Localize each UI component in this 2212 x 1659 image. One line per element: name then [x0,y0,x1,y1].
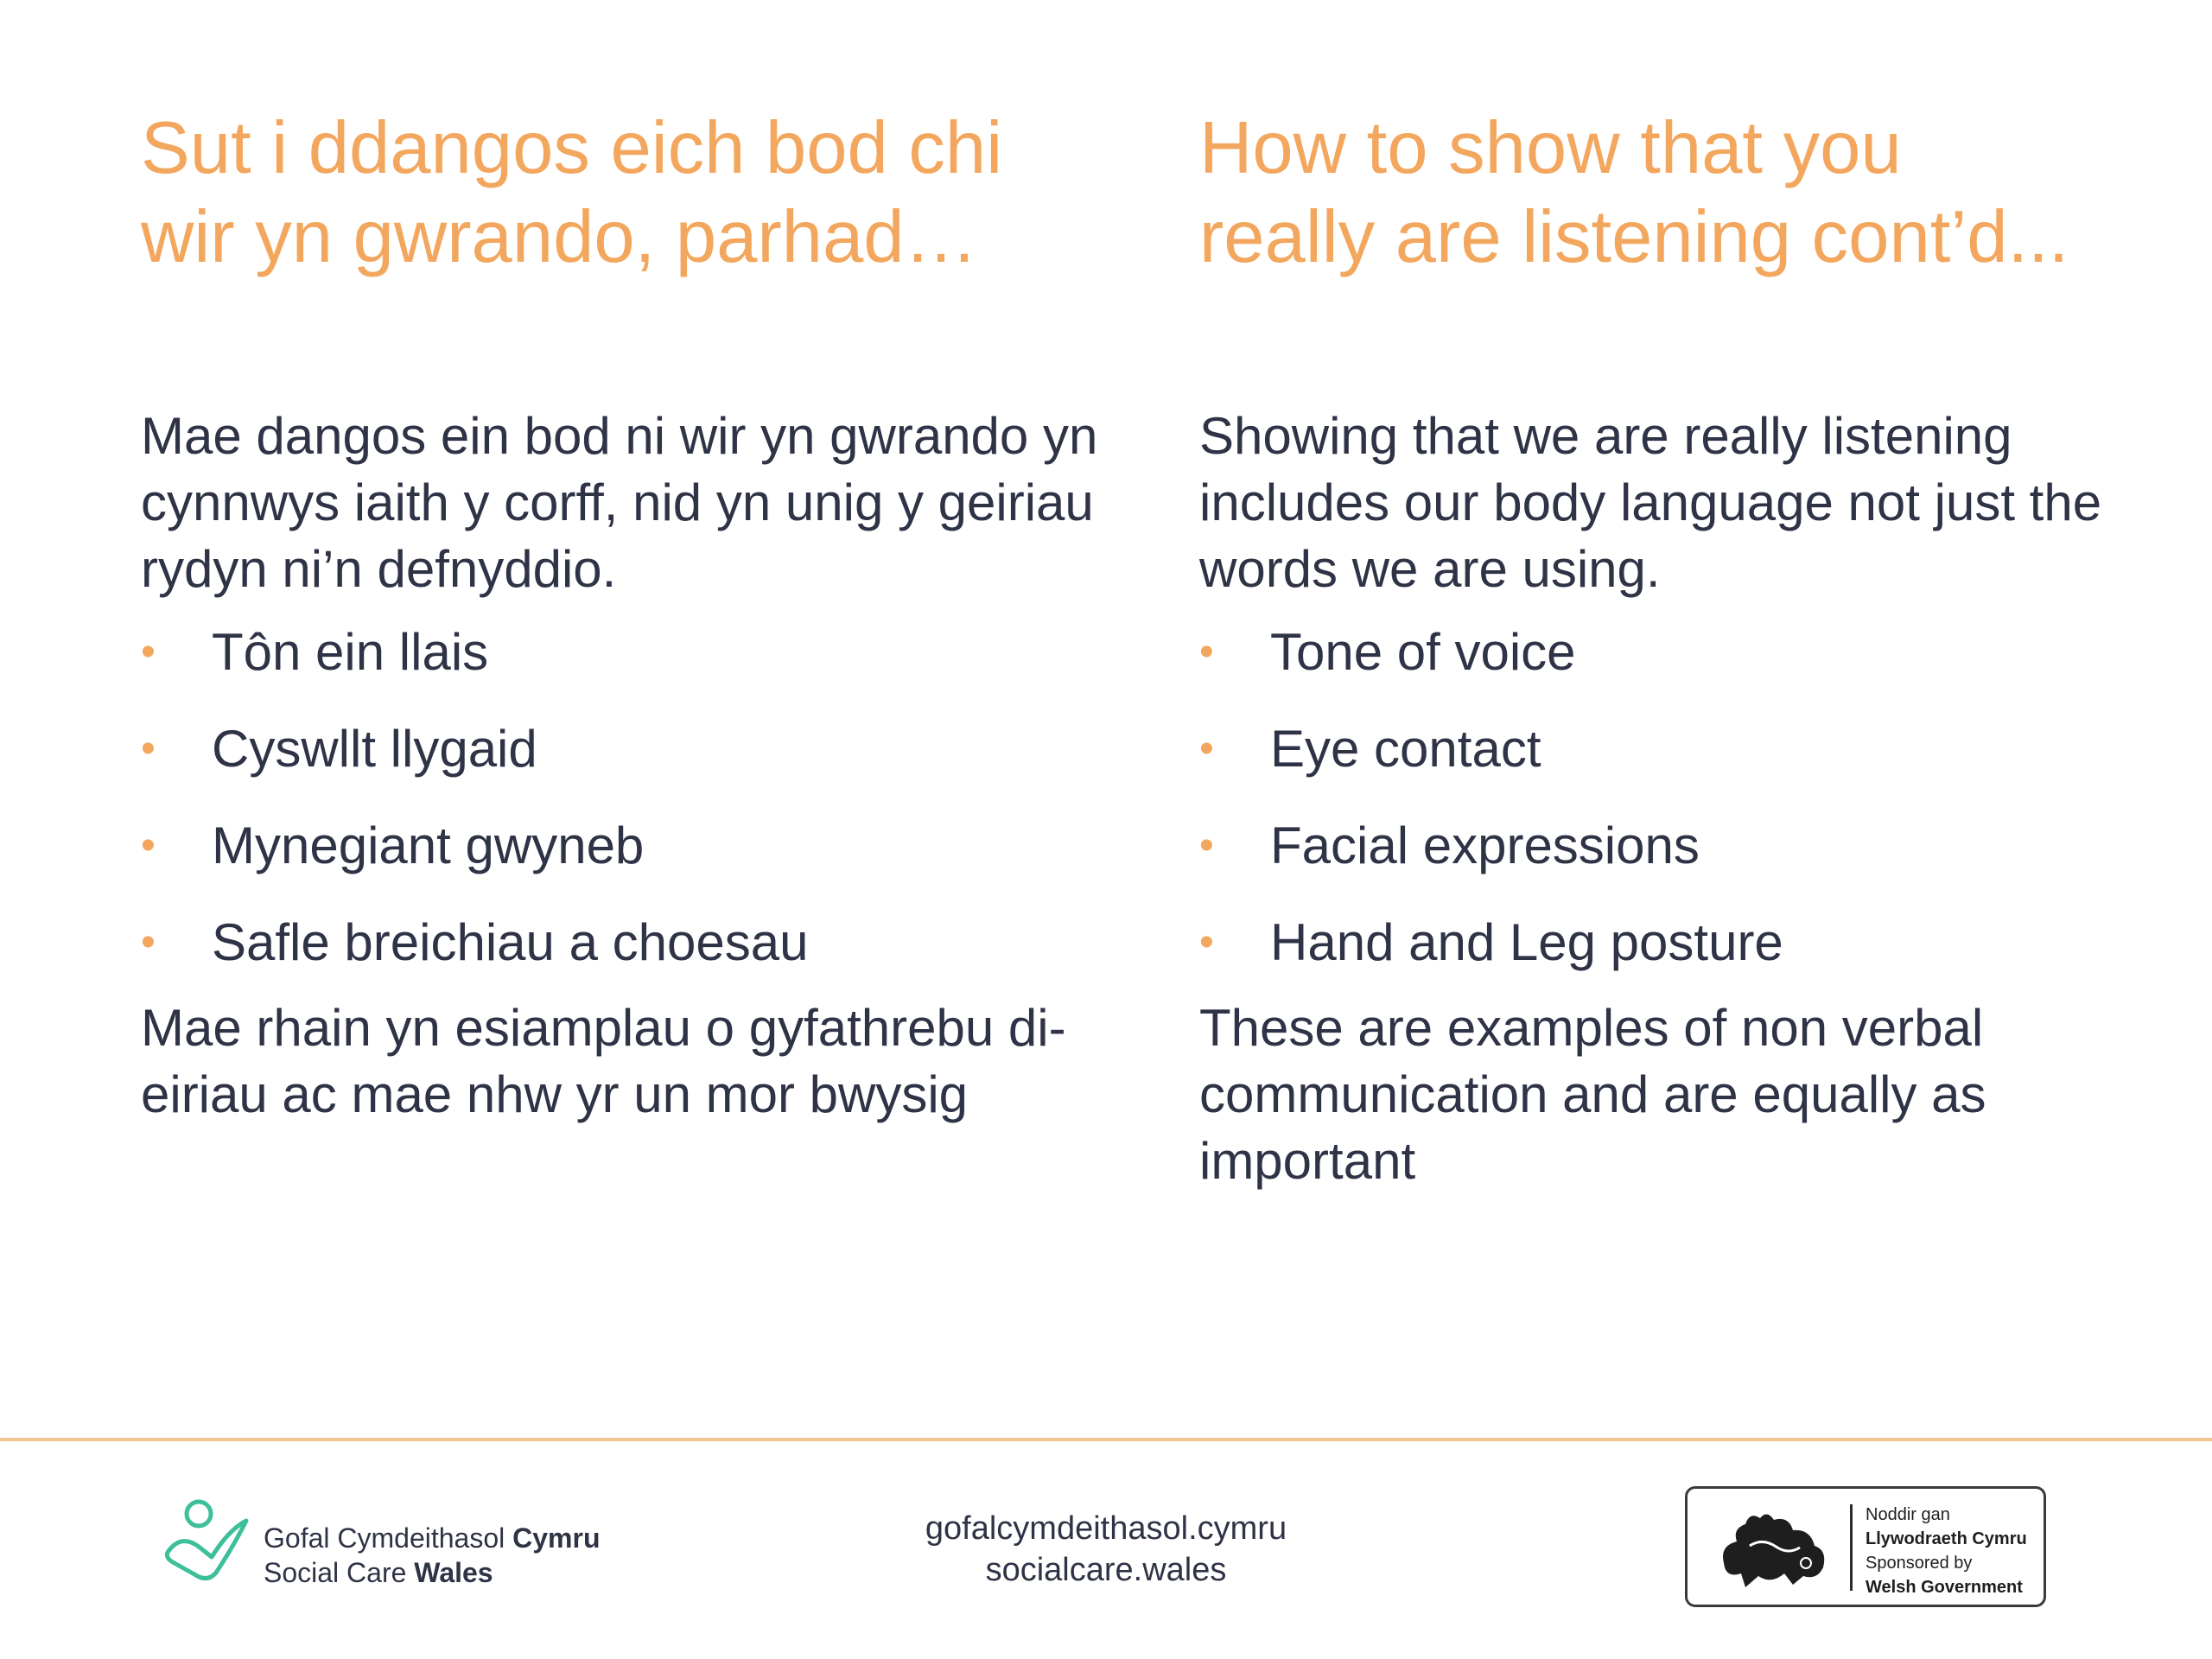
badge-divider [1850,1504,1853,1591]
bullet-icon: • [1199,823,1214,868]
english-intro: Showing that we are really listening includes our body language not just the words we are using. [1199,407,2102,598]
english-outro: These are examples of non verbal communication and are equally as important [1199,999,1986,1190]
welsh-bullet-item: • Tôn ein llais [141,619,1117,716]
badge-text: Noddir gan Llywodraeth Cymru Sponsored by Welsh Government [1866,1505,2027,1597]
english-bullet-item: • Eye contact [1199,715,2158,813]
welsh-title [141,104,1117,282]
english-title-line2: really are listening cont’d... [1199,196,2069,278]
bullet-icon: • [141,726,156,772]
bullet-icon: • [1199,629,1214,675]
footer-divider [0,1438,2212,1441]
website-links [864,1508,1348,1591]
welsh-title-line2: wir yn gwrando, parhad… [141,196,978,278]
english-bullet-item: • Facial expressions [1199,812,2158,910]
english-bullet-list [1199,619,2158,1007]
welsh-title-line1: Sut i ddangos eich bod chi [141,107,1003,189]
logo-wordmark: Gofal Cymdeithasol Cymru Social Care Wales [264,1522,601,1588]
welsh-bullet-item: • Cyswllt llygaid [141,715,1117,813]
bullet-icon: • [141,919,156,965]
site-link-welsh[interactable]: gofalcymdeithasol.cymru [925,1510,1287,1547]
welsh-bullet-list [141,619,1117,1007]
bullet-icon: • [141,629,156,675]
welsh-dragon-icon [1707,1503,1836,1593]
welsh-bullet-item: • Mynegiant gwyneb [141,812,1117,910]
welsh-bullet-item: • Safle breichiau a choesau [141,909,1117,1007]
english-bullet-item: • Tone of voice [1199,619,2158,716]
welsh-intro: Mae dangos ein bod ni wir yn gwrando yn cynnwys iaith y corff, nid yn unig y geiriau rydyn ni’n defnyddio. [141,407,1098,598]
bullet-icon: • [1199,919,1214,965]
site-link-english[interactable]: socialcare.wales [985,1552,1227,1588]
english-column [1199,104,2158,1194]
bullet-icon: • [1199,726,1214,772]
english-bullet-item: • Hand and Leg posture [1199,909,2158,1007]
welsh-outro: Mae rhain yn esiamplau o gyfathrebu di-eiriau ac mae nhw yr un mor bwysig [141,999,1066,1123]
social-care-wales-logo-icon [160,1495,255,1590]
welsh-government-badge [1685,1486,2046,1607]
social-care-wales-logo [160,1495,626,1590]
english-title [1199,104,2158,282]
bullet-icon: • [141,823,156,868]
english-title-line1: How to show that you [1199,107,1902,189]
welsh-column [141,104,1117,1128]
